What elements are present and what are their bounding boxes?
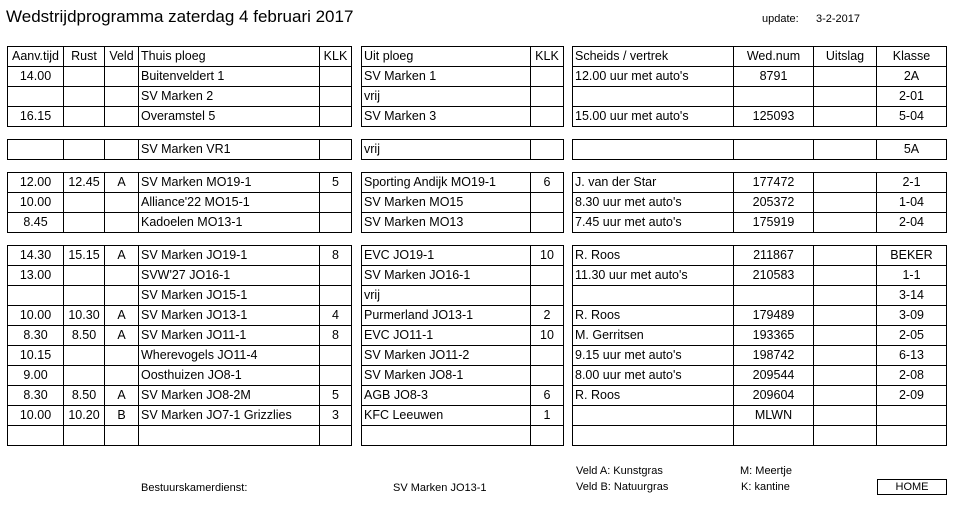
table-row (8, 286, 352, 306)
spacer-cell (8, 160, 352, 173)
class-cell: 3-09 (877, 306, 947, 326)
veld-b-legend: Veld B: Natuurgras (576, 481, 669, 493)
match-number-cell: 193365 (734, 326, 814, 346)
break-time-cell (64, 346, 105, 366)
spacer-cell (8, 127, 352, 140)
column-header: Veld (105, 47, 139, 67)
group-spacer (8, 127, 352, 140)
class-cell: 5A (877, 140, 947, 160)
column-header: Thuis ploeg (139, 47, 320, 67)
column-header: Uitslag (814, 47, 877, 67)
referee-departure-cell: R. Roos (573, 306, 734, 326)
class-cell: 1-1 (877, 266, 947, 286)
home-klk-cell: 8 (320, 326, 352, 346)
away-klk-cell (531, 266, 564, 286)
column-header: Rust (64, 47, 105, 67)
start-time-cell: 10.00 (8, 193, 64, 213)
class-cell (877, 406, 947, 426)
class-cell: 5-04 (877, 107, 947, 127)
result-cell (814, 213, 877, 233)
start-time-cell (8, 87, 64, 107)
table-row (573, 87, 947, 107)
away-klk-cell: 10 (531, 246, 564, 266)
field-cell (105, 266, 139, 286)
referee-departure-cell: 8.30 uur met auto's (573, 193, 734, 213)
field-cell (105, 87, 139, 107)
table-row (362, 213, 564, 233)
field-cell (105, 67, 139, 87)
table-row (362, 246, 564, 266)
table-row (573, 346, 947, 366)
away-klk-cell (531, 366, 564, 386)
table-row (362, 107, 564, 127)
table-row (573, 67, 947, 87)
referee-departure-cell: 9.15 uur met auto's (573, 346, 734, 366)
away-team-cell: SV Marken MO13 (362, 213, 531, 233)
match-number-cell: 125093 (734, 107, 814, 127)
referee-departure-cell (573, 286, 734, 306)
class-cell: 2-09 (877, 386, 947, 406)
result-cell (814, 386, 877, 406)
away-klk-cell (531, 193, 564, 213)
table-row (362, 173, 564, 193)
group-spacer (573, 160, 947, 173)
table-row (362, 366, 564, 386)
home-team-cell: Overamstel 5 (139, 107, 320, 127)
home-klk-cell (320, 366, 352, 386)
table-row (573, 286, 947, 306)
table-row (573, 386, 947, 406)
table-row (8, 173, 352, 193)
home-klk-cell (320, 107, 352, 127)
referee-departure-cell (573, 87, 734, 107)
field-cell (105, 286, 139, 306)
match-number-cell: 209604 (734, 386, 814, 406)
home-klk-cell: 4 (320, 306, 352, 326)
spacer-cell (362, 160, 564, 173)
away-klk-cell: 6 (531, 173, 564, 193)
start-time-cell (8, 140, 64, 160)
away-team-cell: EVC JO19-1 (362, 246, 531, 266)
away-team-cell: SV Marken 3 (362, 107, 531, 127)
away-klk-cell (531, 87, 564, 107)
match-number-cell: MLWN (734, 406, 814, 426)
column-header: Aanv.tijd (8, 47, 64, 67)
match-info-table (572, 46, 947, 446)
break-time-cell (64, 87, 105, 107)
start-time-cell: 14.00 (8, 67, 64, 87)
away-klk-cell: 10 (531, 326, 564, 346)
break-time-cell (64, 213, 105, 233)
table-row (8, 406, 352, 426)
match-number-cell: 210583 (734, 266, 814, 286)
referee-departure-cell: 11.30 uur met auto's (573, 266, 734, 286)
start-time-cell: 8.45 (8, 213, 64, 233)
home-team-cell: SV Marken JO7-1 Grizzlies (139, 406, 320, 426)
start-time-cell: 13.00 (8, 266, 64, 286)
spacer-cell (573, 127, 947, 140)
column-header: Scheids / vertrek (573, 47, 734, 67)
match-number-cell (734, 426, 814, 446)
table-row (362, 67, 564, 87)
break-time-cell: 12.45 (64, 173, 105, 193)
header-row (573, 47, 947, 67)
table-row (8, 246, 352, 266)
meertje-legend: M: Meertje (740, 465, 792, 477)
home-team-cell: SV Marken JO19-1 (139, 246, 320, 266)
table-row (8, 193, 352, 213)
table-row (362, 193, 564, 213)
home-team-cell: SV Marken JO8-2M (139, 386, 320, 406)
home-team-table (7, 46, 352, 446)
home-team-cell: SV Marken JO15-1 (139, 286, 320, 306)
class-cell: 2A (877, 67, 947, 87)
spacer-cell (362, 233, 564, 246)
table-row (8, 67, 352, 87)
field-cell (105, 107, 139, 127)
break-time-cell (64, 140, 105, 160)
field-cell (105, 426, 139, 446)
result-cell (814, 173, 877, 193)
home-team-cell: SV Marken VR1 (139, 140, 320, 160)
start-time-cell: 8.30 (8, 386, 64, 406)
home-team-cell: Buitenveldert 1 (139, 67, 320, 87)
match-number-cell: 177472 (734, 173, 814, 193)
start-time-cell: 8.30 (8, 326, 64, 346)
page-title: Wedstrijdprogramma zaterdag 4 februari 2017 (6, 7, 354, 26)
away-team-cell: Sporting Andijk MO19-1 (362, 173, 531, 193)
home-klk-cell: 5 (320, 386, 352, 406)
table-row (573, 426, 947, 446)
start-time-cell: 9.00 (8, 366, 64, 386)
match-number-cell: 8791 (734, 67, 814, 87)
field-cell: B (105, 406, 139, 426)
match-number-cell: 205372 (734, 193, 814, 213)
table-row (8, 306, 352, 326)
kantine-legend: K: kantine (741, 481, 790, 493)
away-klk-cell (531, 107, 564, 127)
class-cell: 3-14 (877, 286, 947, 306)
home-klk-cell (320, 266, 352, 286)
field-cell: A (105, 326, 139, 346)
away-team-cell: vrij (362, 140, 531, 160)
start-time-cell (8, 426, 64, 446)
start-time-cell: 10.00 (8, 406, 64, 426)
match-number-cell: 209544 (734, 366, 814, 386)
home-klk-cell (320, 346, 352, 366)
class-cell: 2-01 (877, 87, 947, 107)
home-klk-cell (320, 140, 352, 160)
referee-departure-cell: M. Gerritsen (573, 326, 734, 346)
table-row (573, 306, 947, 326)
table-row (8, 326, 352, 346)
spacer-cell (362, 127, 564, 140)
result-cell (814, 326, 877, 346)
column-header: Klasse (877, 47, 947, 67)
away-team-cell: vrij (362, 87, 531, 107)
field-cell: A (105, 246, 139, 266)
home-klk-cell (320, 426, 352, 446)
away-klk-cell: 2 (531, 306, 564, 326)
away-team-cell: KFC Leeuwen (362, 406, 531, 426)
result-cell (814, 193, 877, 213)
referee-departure-cell: R. Roos (573, 246, 734, 266)
result-cell (814, 107, 877, 127)
field-cell (105, 346, 139, 366)
away-klk-cell (531, 426, 564, 446)
away-team-cell: EVC JO11-1 (362, 326, 531, 346)
table-row (573, 107, 947, 127)
class-cell: 2-04 (877, 213, 947, 233)
break-time-cell (64, 266, 105, 286)
result-cell (814, 406, 877, 426)
away-klk-cell (531, 140, 564, 160)
table-row (362, 266, 564, 286)
away-team-cell: vrij (362, 286, 531, 306)
home-button[interactable]: HOME (877, 479, 947, 495)
home-team-cell: SV Marken MO19-1 (139, 173, 320, 193)
home-team-cell: Wherevogels JO11-4 (139, 346, 320, 366)
table-row (8, 386, 352, 406)
table-row (573, 246, 947, 266)
break-time-cell: 15.15 (64, 246, 105, 266)
referee-departure-cell (573, 406, 734, 426)
header-row (362, 47, 564, 67)
away-klk-cell (531, 346, 564, 366)
referee-departure-cell: J. van der Star (573, 173, 734, 193)
match-number-cell (734, 140, 814, 160)
home-team-cell: SVW'27 JO16-1 (139, 266, 320, 286)
home-klk-cell: 5 (320, 173, 352, 193)
home-team-cell (139, 426, 320, 446)
away-klk-cell (531, 213, 564, 233)
referee-departure-cell: R. Roos (573, 386, 734, 406)
result-cell (814, 246, 877, 266)
field-cell: A (105, 306, 139, 326)
table-row (362, 406, 564, 426)
break-time-cell (64, 193, 105, 213)
result-cell (814, 426, 877, 446)
break-time-cell: 10.20 (64, 406, 105, 426)
table-row (362, 386, 564, 406)
bestuurskamer-team: SV Marken JO13-1 (393, 482, 487, 494)
break-time-cell (64, 67, 105, 87)
field-cell: A (105, 173, 139, 193)
field-cell (105, 213, 139, 233)
table-row (8, 213, 352, 233)
home-team-cell: SV Marken 2 (139, 87, 320, 107)
match-number-cell: 198742 (734, 346, 814, 366)
table-row (8, 140, 352, 160)
bestuurskamer-label: Bestuurskamerdienst: (141, 482, 248, 494)
start-time-cell: 10.15 (8, 346, 64, 366)
break-time-cell: 8.50 (64, 326, 105, 346)
start-time-cell: 16.15 (8, 107, 64, 127)
away-team-table (361, 46, 564, 446)
referee-departure-cell: 12.00 uur met auto's (573, 67, 734, 87)
home-klk-cell (320, 193, 352, 213)
column-header: KLK (320, 47, 352, 67)
match-number-cell: 175919 (734, 213, 814, 233)
table-row (573, 213, 947, 233)
referee-departure-cell (573, 426, 734, 446)
group-spacer (573, 127, 947, 140)
table-row (8, 107, 352, 127)
match-number-cell: 179489 (734, 306, 814, 326)
home-team-cell: Kadoelen MO13-1 (139, 213, 320, 233)
header-row (8, 47, 352, 67)
break-time-cell: 10.30 (64, 306, 105, 326)
home-team-cell: SV Marken JO13-1 (139, 306, 320, 326)
start-time-cell: 14.30 (8, 246, 64, 266)
result-cell (814, 366, 877, 386)
away-team-cell: AGB JO8-3 (362, 386, 531, 406)
break-time-cell (64, 286, 105, 306)
table-row (8, 426, 352, 446)
break-time-cell (64, 426, 105, 446)
result-cell (814, 67, 877, 87)
break-time-cell (64, 366, 105, 386)
table-row (8, 266, 352, 286)
field-cell (105, 193, 139, 213)
column-header: Wed.num (734, 47, 814, 67)
table-row (362, 286, 564, 306)
group-spacer (8, 233, 352, 246)
break-time-cell: 8.50 (64, 386, 105, 406)
table-row (362, 306, 564, 326)
group-spacer (362, 160, 564, 173)
column-header: KLK (531, 47, 564, 67)
veld-a-legend: Veld A: Kunstgras (576, 465, 663, 477)
start-time-cell (8, 286, 64, 306)
spacer-cell (573, 233, 947, 246)
start-time-cell: 12.00 (8, 173, 64, 193)
home-klk-cell (320, 67, 352, 87)
away-team-cell: SV Marken JO16-1 (362, 266, 531, 286)
result-cell (814, 87, 877, 107)
home-klk-cell (320, 87, 352, 107)
group-spacer (8, 160, 352, 173)
field-cell (105, 140, 139, 160)
class-cell: 2-08 (877, 366, 947, 386)
group-spacer (573, 233, 947, 246)
result-cell (814, 140, 877, 160)
break-time-cell (64, 107, 105, 127)
table-row (8, 366, 352, 386)
referee-departure-cell: 15.00 uur met auto's (573, 107, 734, 127)
result-cell (814, 266, 877, 286)
home-team-cell: SV Marken JO11-1 (139, 326, 320, 346)
away-team-cell: SV Marken JO11-2 (362, 346, 531, 366)
away-team-cell: SV Marken MO15 (362, 193, 531, 213)
table-row (362, 87, 564, 107)
home-team-cell: Oosthuizen JO8-1 (139, 366, 320, 386)
result-cell (814, 286, 877, 306)
class-cell: 1-04 (877, 193, 947, 213)
referee-departure-cell: 7.45 uur met auto's (573, 213, 734, 233)
away-team-cell (362, 426, 531, 446)
column-header: Uit ploeg (362, 47, 531, 67)
table-row (573, 173, 947, 193)
table-row (362, 326, 564, 346)
class-cell: 6-13 (877, 346, 947, 366)
home-klk-cell (320, 213, 352, 233)
class-cell (877, 426, 947, 446)
field-cell (105, 366, 139, 386)
away-klk-cell (531, 67, 564, 87)
start-time-cell: 10.00 (8, 306, 64, 326)
table-row (573, 366, 947, 386)
table-row (8, 346, 352, 366)
match-number-cell: 211867 (734, 246, 814, 266)
home-team-cell: Alliance'22 MO15-1 (139, 193, 320, 213)
update-label: update: (762, 13, 799, 25)
class-cell: 2-05 (877, 326, 947, 346)
update-date: 3-2-2017 (816, 13, 861, 25)
table-row (362, 346, 564, 366)
table-row (573, 326, 947, 346)
away-klk-cell: 6 (531, 386, 564, 406)
referee-departure-cell: 8.00 uur met auto's (573, 366, 734, 386)
table-row (573, 140, 947, 160)
home-klk-cell: 3 (320, 406, 352, 426)
result-cell (814, 306, 877, 326)
spacer-cell (573, 160, 947, 173)
table-row (8, 87, 352, 107)
table-row (362, 140, 564, 160)
table-row (573, 193, 947, 213)
away-team-cell: Purmerland JO13-1 (362, 306, 531, 326)
home-klk-cell: 8 (320, 246, 352, 266)
field-cell: A (105, 386, 139, 406)
result-cell (814, 346, 877, 366)
class-cell: 2-1 (877, 173, 947, 193)
away-team-cell: SV Marken 1 (362, 67, 531, 87)
table-row (573, 266, 947, 286)
class-cell: BEKER (877, 246, 947, 266)
referee-departure-cell (573, 140, 734, 160)
match-number-cell (734, 286, 814, 306)
table-row (362, 426, 564, 446)
spacer-cell (8, 233, 352, 246)
away-klk-cell: 1 (531, 406, 564, 426)
group-spacer (362, 233, 564, 246)
table-row (573, 406, 947, 426)
away-klk-cell (531, 286, 564, 306)
match-number-cell (734, 87, 814, 107)
group-spacer (362, 127, 564, 140)
away-team-cell: SV Marken JO8-1 (362, 366, 531, 386)
home-klk-cell (320, 286, 352, 306)
